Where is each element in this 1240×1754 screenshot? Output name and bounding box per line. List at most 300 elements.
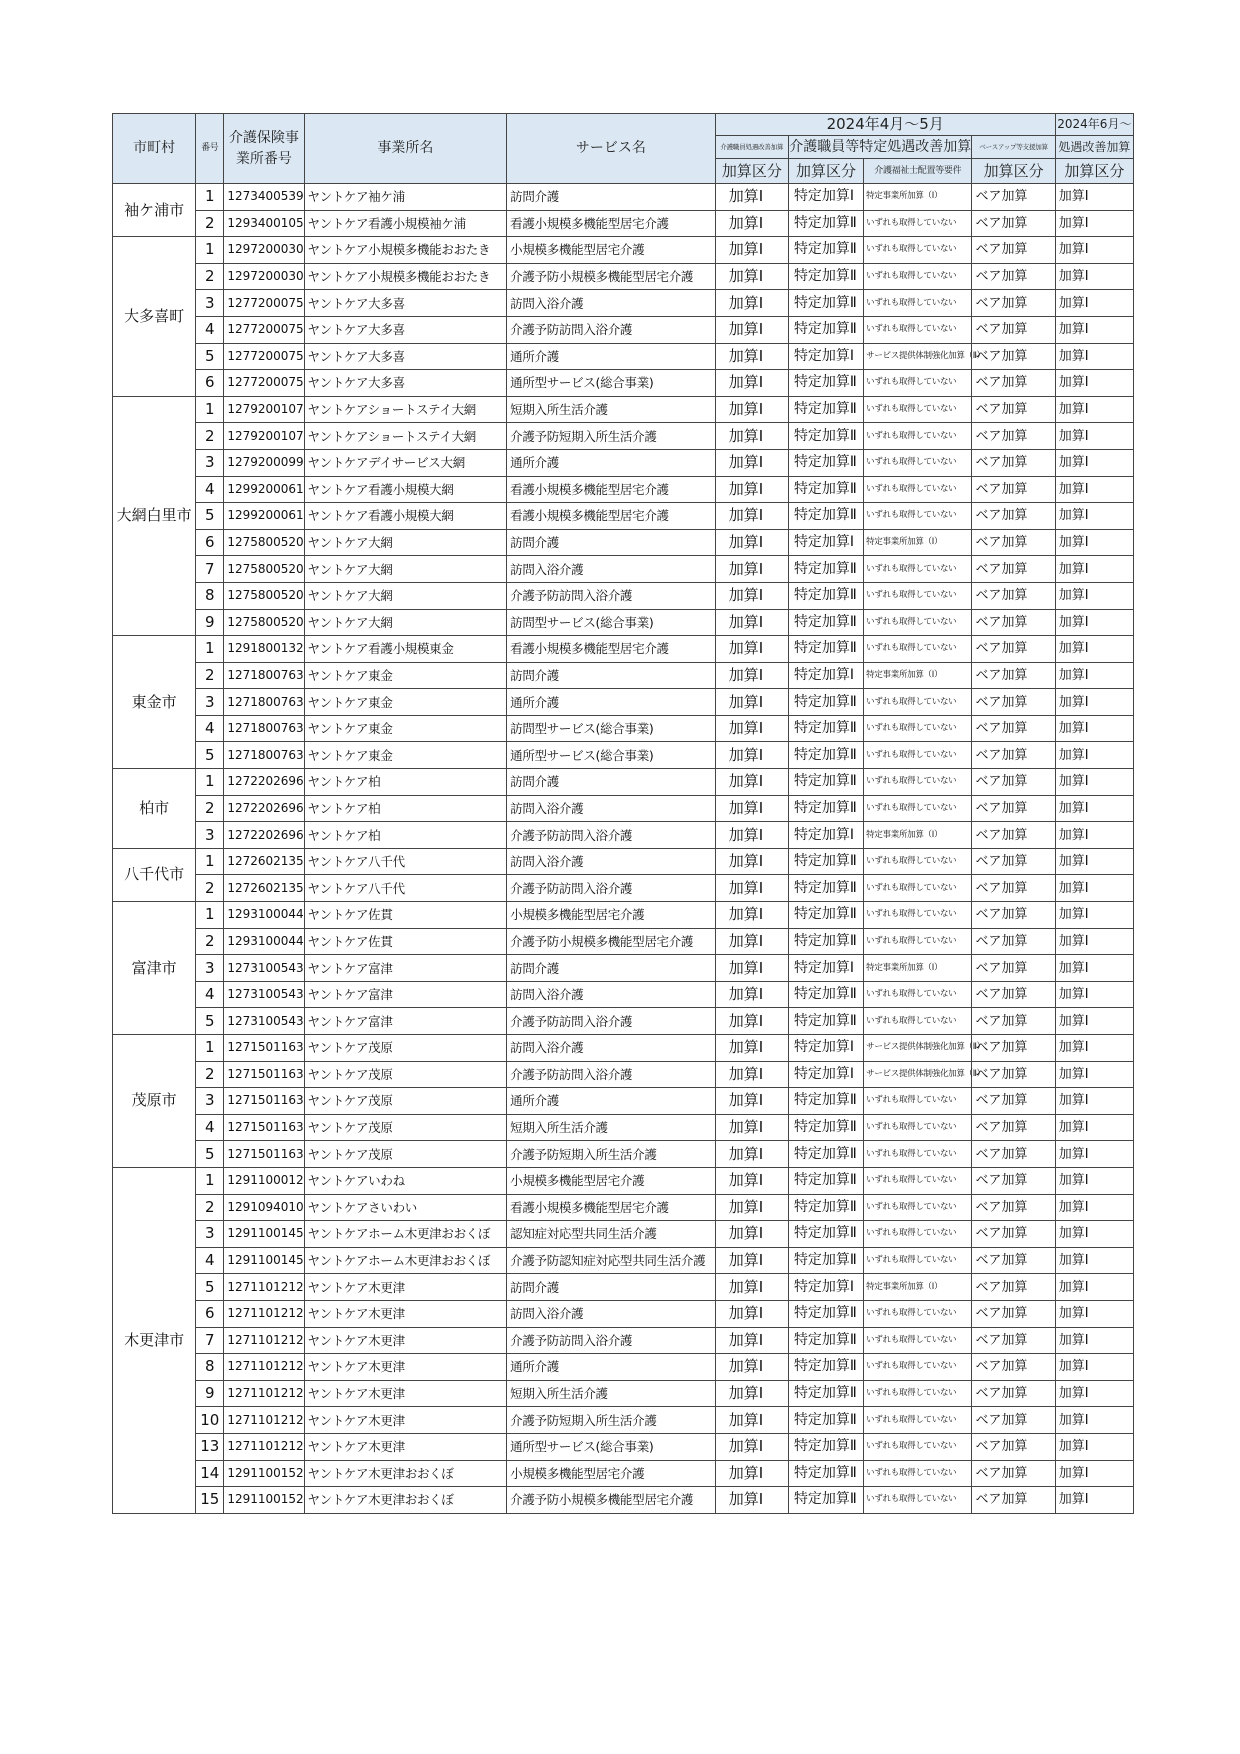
office-name: ヤントケアホーム木更津おおくぼ <box>304 1221 507 1248</box>
office-name: ヤントケア木更津 <box>304 1300 507 1327</box>
shogu-new-kubun: 加算Ⅰ <box>1055 370 1133 397</box>
office-code: 1271800763 <box>224 689 304 716</box>
office-code: 1271501163 <box>224 1061 304 1088</box>
shogu-new-kubun: 加算Ⅰ <box>1055 1141 1133 1168</box>
office-code: 1275800520 <box>224 609 304 636</box>
tokutei-kubun: 特定加算Ⅰ <box>788 662 863 689</box>
row-number: 1 <box>196 396 224 423</box>
tokutei-kubun: 特定加算Ⅰ <box>788 955 863 982</box>
tokutei-kubun: 特定加算Ⅱ <box>788 1088 863 1115</box>
shogu-new-kubun: 加算Ⅰ <box>1055 1114 1133 1141</box>
table-row <box>113 1380 1134 1407</box>
service-name: 通所介護 <box>507 1088 716 1115</box>
tokutei-kubun: 特定加算Ⅰ <box>788 343 863 370</box>
table-row <box>113 1300 1134 1327</box>
office-name: ヤントケアデイサービス大網 <box>304 449 507 476</box>
service-name: 訪問介護 <box>507 529 716 556</box>
tokutei-kubun: 特定加算Ⅰ <box>788 1035 863 1062</box>
fukushishi-requirement: いずれも取得していない <box>864 503 972 530</box>
table-row <box>113 689 1134 716</box>
shogu-new-kubun: 加算Ⅰ <box>1055 1061 1133 1088</box>
shogu-kubun: 加算Ⅰ <box>715 902 788 929</box>
table-row <box>113 1141 1134 1168</box>
office-name: ヤントケア東金 <box>304 715 507 742</box>
row-number: 1 <box>196 769 224 796</box>
table-row <box>113 636 1134 663</box>
base-up-kubun: ベア加算 <box>972 1433 1055 1460</box>
office-code: 1271501163 <box>224 1035 304 1062</box>
row-number: 7 <box>196 556 224 583</box>
tokutei-kubun: 特定加算Ⅱ <box>788 769 863 796</box>
table-row <box>113 1167 1134 1194</box>
office-code: 1277200075 <box>224 343 304 370</box>
header-kubun-shogu-new: 加算区分 <box>1055 159 1133 184</box>
fukushishi-requirement: いずれも取得していない <box>864 582 972 609</box>
shogu-new-kubun: 加算Ⅰ <box>1055 1274 1133 1301</box>
fukushishi-requirement: いずれも取得していない <box>864 981 972 1008</box>
shogu-kubun: 加算Ⅰ <box>715 556 788 583</box>
base-up-kubun: ベア加算 <box>972 237 1055 264</box>
shogu-new-kubun: 加算Ⅰ <box>1055 556 1133 583</box>
shogu-kubun: 加算Ⅰ <box>715 1088 788 1115</box>
table-row <box>113 1194 1134 1221</box>
service-name: 介護予防短期入所生活介護 <box>507 423 716 450</box>
service-name: 看護小規模多機能型居宅介護 <box>507 210 716 237</box>
fukushishi-requirement: いずれも取得していない <box>864 1167 972 1194</box>
office-name: ヤントケアいわね <box>304 1167 507 1194</box>
fukushishi-requirement: 特定事業所加算（Ⅰ） <box>864 184 972 211</box>
header-code: 介護保険事業所番号 <box>224 114 304 184</box>
base-up-kubun: ベア加算 <box>972 1061 1055 1088</box>
shogu-new-kubun: 加算Ⅰ <box>1055 795 1133 822</box>
office-name: ヤントケア大網 <box>304 556 507 583</box>
table-row <box>113 1487 1134 1514</box>
table-row <box>113 1460 1134 1487</box>
row-number: 2 <box>196 795 224 822</box>
row-number: 6 <box>196 529 224 556</box>
shogu-new-kubun: 加算Ⅰ <box>1055 582 1133 609</box>
office-code: 1293400105 <box>224 210 304 237</box>
shogu-new-kubun: 加算Ⅰ <box>1055 955 1133 982</box>
service-name: 小規模多機能型居宅介護 <box>507 1167 716 1194</box>
shogu-new-kubun: 加算Ⅰ <box>1055 1167 1133 1194</box>
row-number: 1 <box>196 848 224 875</box>
office-name: ヤントケア木更津 <box>304 1327 507 1354</box>
shogu-new-kubun: 加算Ⅰ <box>1055 1460 1133 1487</box>
fukushishi-requirement: サービス提供体制強化加算（Ⅱ） <box>864 1061 972 1088</box>
base-up-kubun: ベア加算 <box>972 981 1055 1008</box>
table-row <box>113 370 1134 397</box>
shogu-kubun: 加算Ⅰ <box>715 1114 788 1141</box>
table-row <box>113 609 1134 636</box>
base-up-kubun: ベア加算 <box>972 370 1055 397</box>
shogu-kubun: 加算Ⅰ <box>715 184 788 211</box>
row-number: 8 <box>196 1354 224 1381</box>
row-number: 3 <box>196 955 224 982</box>
service-name: 小規模多機能型居宅介護 <box>507 237 716 264</box>
shogu-kubun: 加算Ⅰ <box>715 1433 788 1460</box>
fukushishi-requirement: いずれも取得していない <box>864 769 972 796</box>
base-up-kubun: ベア加算 <box>972 184 1055 211</box>
shogu-new-kubun: 加算Ⅰ <box>1055 822 1133 849</box>
office-name: ヤントケア木更津おおくぼ <box>304 1460 507 1487</box>
shogu-new-kubun: 加算Ⅰ <box>1055 184 1133 211</box>
office-name: ヤントケア佐貫 <box>304 928 507 955</box>
table-row <box>113 184 1134 211</box>
shogu-kubun: 加算Ⅰ <box>715 503 788 530</box>
base-up-kubun: ベア加算 <box>972 848 1055 875</box>
base-up-kubun: ベア加算 <box>972 556 1055 583</box>
shogu-new-kubun: 加算Ⅰ <box>1055 1407 1133 1434</box>
base-up-kubun: ベア加算 <box>972 449 1055 476</box>
city-name: 八千代市 <box>113 848 196 901</box>
office-name: ヤントケア大網 <box>304 582 507 609</box>
table-row <box>113 981 1134 1008</box>
shogu-kubun: 加算Ⅰ <box>715 423 788 450</box>
table-row <box>113 795 1134 822</box>
shogu-new-kubun: 加算Ⅰ <box>1055 449 1133 476</box>
tokutei-kubun: 特定加算Ⅱ <box>788 795 863 822</box>
row-number: 14 <box>196 1460 224 1487</box>
service-name: 小規模多機能型居宅介護 <box>507 902 716 929</box>
row-number: 2 <box>196 1061 224 1088</box>
row-number: 4 <box>196 316 224 343</box>
shogu-new-kubun: 加算Ⅰ <box>1055 503 1133 530</box>
base-up-kubun: ベア加算 <box>972 955 1055 982</box>
fukushishi-requirement: いずれも取得していない <box>864 636 972 663</box>
tokutei-kubun: 特定加算Ⅱ <box>788 1114 863 1141</box>
fukushishi-requirement: いずれも取得していない <box>864 370 972 397</box>
office-code: 1291100152 <box>224 1487 304 1514</box>
base-up-kubun: ベア加算 <box>972 529 1055 556</box>
tokutei-kubun: 特定加算Ⅱ <box>788 715 863 742</box>
tokutei-kubun: 特定加算Ⅱ <box>788 370 863 397</box>
shogu-kubun: 加算Ⅰ <box>715 769 788 796</box>
office-name: ヤントケア柏 <box>304 795 507 822</box>
shogu-new-kubun: 加算Ⅰ <box>1055 662 1133 689</box>
table-row <box>113 556 1134 583</box>
base-up-kubun: ベア加算 <box>972 343 1055 370</box>
shogu-new-kubun: 加算Ⅰ <box>1055 1088 1133 1115</box>
tokutei-kubun: 特定加算Ⅱ <box>788 1460 863 1487</box>
base-up-kubun: ベア加算 <box>972 503 1055 530</box>
shogu-kubun: 加算Ⅰ <box>715 449 788 476</box>
fukushishi-requirement: いずれも取得していない <box>864 928 972 955</box>
service-name: 通所型サービス(総合事業) <box>507 1433 716 1460</box>
fukushishi-requirement: いずれも取得していない <box>864 449 972 476</box>
fukushishi-requirement: いずれも取得していない <box>864 476 972 503</box>
tokutei-kubun: 特定加算Ⅱ <box>788 1433 863 1460</box>
base-up-kubun: ベア加算 <box>972 1407 1055 1434</box>
table-row <box>113 1327 1134 1354</box>
base-up-kubun: ベア加算 <box>972 769 1055 796</box>
shogu-kubun: 加算Ⅰ <box>715 1300 788 1327</box>
service-name: 訪問型サービス(総合事業) <box>507 715 716 742</box>
header-num: 番号 <box>196 114 224 184</box>
fukushishi-requirement: いずれも取得していない <box>864 902 972 929</box>
city-name: 柏市 <box>113 769 196 849</box>
table-row <box>113 1407 1134 1434</box>
tokutei-kubun: 特定加算Ⅱ <box>788 210 863 237</box>
table-row <box>113 1008 1134 1035</box>
office-code: 1291094010 <box>224 1194 304 1221</box>
base-up-kubun: ベア加算 <box>972 476 1055 503</box>
fukushishi-requirement: いずれも取得していない <box>864 1141 972 1168</box>
service-name: 看護小規模多機能型居宅介護 <box>507 636 716 663</box>
table-row <box>113 955 1134 982</box>
shogu-new-kubun: 加算Ⅰ <box>1055 263 1133 290</box>
shogu-new-kubun: 加算Ⅰ <box>1055 529 1133 556</box>
office-code: 1271800763 <box>224 742 304 769</box>
tokutei-kubun: 特定加算Ⅱ <box>788 1194 863 1221</box>
table-row <box>113 928 1134 955</box>
row-number: 3 <box>196 1221 224 1248</box>
shogu-kubun: 加算Ⅰ <box>715 981 788 1008</box>
row-number: 5 <box>196 1008 224 1035</box>
fukushishi-requirement: 特定事業所加算（Ⅰ） <box>864 955 972 982</box>
table-row <box>113 1247 1134 1274</box>
header-group-shogu-new: 処遇改善加算 <box>1055 136 1133 159</box>
shogu-new-kubun: 加算Ⅰ <box>1055 343 1133 370</box>
row-number: 4 <box>196 1114 224 1141</box>
table-row <box>113 449 1134 476</box>
base-up-kubun: ベア加算 <box>972 396 1055 423</box>
office-name: ヤントケア茂原 <box>304 1141 507 1168</box>
base-up-kubun: ベア加算 <box>972 1300 1055 1327</box>
row-number: 5 <box>196 503 224 530</box>
tokutei-kubun: 特定加算Ⅱ <box>788 1300 863 1327</box>
table-row <box>113 769 1134 796</box>
shogu-new-kubun: 加算Ⅰ <box>1055 1194 1133 1221</box>
office-code: 1291100012 <box>224 1167 304 1194</box>
table-row <box>113 1221 1134 1248</box>
office-code: 1271800763 <box>224 715 304 742</box>
office-name: ヤントケア看護小規模袖ケ浦 <box>304 210 507 237</box>
office-code: 1271101212 <box>224 1407 304 1434</box>
fukushishi-requirement: いずれも取得していない <box>864 1088 972 1115</box>
shogu-new-kubun: 加算Ⅰ <box>1055 210 1133 237</box>
shogu-kubun: 加算Ⅰ <box>715 1327 788 1354</box>
header-city: 市町村 <box>113 114 196 184</box>
shogu-kubun: 加算Ⅰ <box>715 237 788 264</box>
office-name: ヤントケア柏 <box>304 769 507 796</box>
shogu-new-kubun: 加算Ⅰ <box>1055 1354 1133 1381</box>
base-up-kubun: ベア加算 <box>972 1194 1055 1221</box>
base-up-kubun: ベア加算 <box>972 210 1055 237</box>
shogu-new-kubun: 加算Ⅰ <box>1055 1035 1133 1062</box>
service-name: 訪問入浴介護 <box>507 848 716 875</box>
base-up-kubun: ベア加算 <box>972 795 1055 822</box>
office-code: 1273100543 <box>224 1008 304 1035</box>
shogu-new-kubun: 加算Ⅰ <box>1055 609 1133 636</box>
tokutei-kubun: 特定加算Ⅱ <box>788 449 863 476</box>
fukushishi-requirement: いずれも取得していない <box>864 1008 972 1035</box>
tokutei-kubun: 特定加算Ⅱ <box>788 263 863 290</box>
row-number: 5 <box>196 1141 224 1168</box>
service-name: 訪問介護 <box>507 955 716 982</box>
tokutei-kubun: 特定加算Ⅱ <box>788 1141 863 1168</box>
city-name: 東金市 <box>113 636 196 769</box>
fukushishi-requirement: いずれも取得していない <box>864 795 972 822</box>
office-code: 1291100145 <box>224 1247 304 1274</box>
row-number: 1 <box>196 636 224 663</box>
shogu-new-kubun: 加算Ⅰ <box>1055 1327 1133 1354</box>
base-up-kubun: ベア加算 <box>972 1221 1055 1248</box>
city-name: 茂原市 <box>113 1035 196 1168</box>
row-number: 1 <box>196 1035 224 1062</box>
fukushishi-requirement: いずれも取得していない <box>864 1487 972 1514</box>
row-number: 4 <box>196 476 224 503</box>
office-name: ヤントケア木更津 <box>304 1433 507 1460</box>
tokutei-kubun: 特定加算Ⅱ <box>788 1380 863 1407</box>
base-up-kubun: ベア加算 <box>972 662 1055 689</box>
row-number: 5 <box>196 1274 224 1301</box>
shogu-new-kubun: 加算Ⅰ <box>1055 902 1133 929</box>
office-name: ヤントケア木更津 <box>304 1380 507 1407</box>
service-name: 通所介護 <box>507 1354 716 1381</box>
office-name: ヤントケアさいわい <box>304 1194 507 1221</box>
service-name: 通所介護 <box>507 343 716 370</box>
shogu-kubun: 加算Ⅰ <box>715 1035 788 1062</box>
tokutei-kubun: 特定加算Ⅰ <box>788 1061 863 1088</box>
tokutei-kubun: 特定加算Ⅱ <box>788 1221 863 1248</box>
shogu-kubun: 加算Ⅰ <box>715 1274 788 1301</box>
header-kubun-base-up: 加算区分 <box>972 159 1055 184</box>
office-name: ヤントケア木更津 <box>304 1354 507 1381</box>
shogu-kubun: 加算Ⅰ <box>715 316 788 343</box>
office-name: ヤントケア看護小規模東金 <box>304 636 507 663</box>
office-code: 1271101212 <box>224 1380 304 1407</box>
service-name: 介護予防訪問入浴介護 <box>507 316 716 343</box>
office-name: ヤントケア大多喜 <box>304 370 507 397</box>
service-name: 訪問入浴介護 <box>507 290 716 317</box>
office-code: 1291100145 <box>224 1221 304 1248</box>
table-row <box>113 503 1134 530</box>
service-name: 介護予防訪問入浴介護 <box>507 1008 716 1035</box>
row-number: 9 <box>196 609 224 636</box>
header-group-base-up: ベースアップ等支援加算 <box>972 136 1055 159</box>
service-name: 訪問介護 <box>507 769 716 796</box>
base-up-kubun: ベア加算 <box>972 1274 1055 1301</box>
office-code: 1297200030 <box>224 263 304 290</box>
table-row <box>113 316 1134 343</box>
shogu-kubun: 加算Ⅰ <box>715 715 788 742</box>
shogu-kubun: 加算Ⅰ <box>715 290 788 317</box>
row-number: 5 <box>196 343 224 370</box>
office-code: 1291100152 <box>224 1460 304 1487</box>
fukushishi-requirement: いずれも取得していない <box>864 609 972 636</box>
tokutei-kubun: 特定加算Ⅱ <box>788 582 863 609</box>
tokutei-kubun: 特定加算Ⅱ <box>788 981 863 1008</box>
tokutei-kubun: 特定加算Ⅱ <box>788 290 863 317</box>
office-code: 1271501163 <box>224 1114 304 1141</box>
shogu-kubun: 加算Ⅰ <box>715 370 788 397</box>
fukushishi-requirement: いずれも取得していない <box>864 1221 972 1248</box>
tokutei-kubun: 特定加算Ⅰ <box>788 184 863 211</box>
office-name: ヤントケアホーム木更津おおくぼ <box>304 1247 507 1274</box>
shogu-new-kubun: 加算Ⅰ <box>1055 1300 1133 1327</box>
shogu-kubun: 加算Ⅰ <box>715 662 788 689</box>
row-number: 8 <box>196 582 224 609</box>
table-row <box>113 263 1134 290</box>
tokutei-kubun: 特定加算Ⅱ <box>788 476 863 503</box>
shogu-new-kubun: 加算Ⅰ <box>1055 981 1133 1008</box>
fukushishi-requirement: いずれも取得していない <box>864 1300 972 1327</box>
tokutei-kubun: 特定加算Ⅱ <box>788 396 863 423</box>
office-name: ヤントケア富津 <box>304 1008 507 1035</box>
fukushishi-requirement: いずれも取得していない <box>864 1460 972 1487</box>
addition-table <box>112 113 1134 1514</box>
tokutei-kubun: 特定加算Ⅱ <box>788 423 863 450</box>
fukushishi-requirement: 特定事業所加算（Ⅰ） <box>864 822 972 849</box>
office-code: 1279200107 <box>224 396 304 423</box>
fukushishi-requirement: いずれも取得していない <box>864 1114 972 1141</box>
row-number: 1 <box>196 902 224 929</box>
office-name: ヤントケア木更津 <box>304 1407 507 1434</box>
fukushishi-requirement: いずれも取得していない <box>864 210 972 237</box>
base-up-kubun: ベア加算 <box>972 1167 1055 1194</box>
service-name: 訪問介護 <box>507 184 716 211</box>
tokutei-kubun: 特定加算Ⅱ <box>788 1247 863 1274</box>
shogu-kubun: 加算Ⅰ <box>715 1141 788 1168</box>
table-row <box>113 423 1134 450</box>
row-number: 7 <box>196 1327 224 1354</box>
service-name: 通所介護 <box>507 449 716 476</box>
city-name: 大網白里市 <box>113 396 196 635</box>
office-name: ヤントケア小規模多機能おおたき <box>304 237 507 264</box>
service-name: 訪問型サービス(総合事業) <box>507 609 716 636</box>
fukushishi-requirement: いずれも取得していない <box>864 1247 972 1274</box>
service-name: 介護予防訪問入浴介護 <box>507 1327 716 1354</box>
office-code: 1277200075 <box>224 316 304 343</box>
shogu-kubun: 加算Ⅰ <box>715 1008 788 1035</box>
office-name: ヤントケア東金 <box>304 689 507 716</box>
service-name: 訪問入浴介護 <box>507 795 716 822</box>
office-name: ヤントケア看護小規模大網 <box>304 476 507 503</box>
tokutei-kubun: 特定加算Ⅱ <box>788 848 863 875</box>
base-up-kubun: ベア加算 <box>972 1327 1055 1354</box>
header-period-apr-may: 2024年4月～5月 <box>715 114 1055 136</box>
service-name: 介護予防小規模多機能型居宅介護 <box>507 928 716 955</box>
office-code: 1293100044 <box>224 902 304 929</box>
office-name: ヤントケア大多喜 <box>304 343 507 370</box>
base-up-kubun: ベア加算 <box>972 742 1055 769</box>
tokutei-kubun: 特定加算Ⅱ <box>788 689 863 716</box>
fukushishi-requirement: いずれも取得していない <box>864 396 972 423</box>
row-number: 9 <box>196 1380 224 1407</box>
office-code: 1271101212 <box>224 1300 304 1327</box>
base-up-kubun: ベア加算 <box>972 582 1055 609</box>
base-up-kubun: ベア加算 <box>972 928 1055 955</box>
service-name: 訪問入浴介護 <box>507 556 716 583</box>
service-name: 訪問介護 <box>507 662 716 689</box>
row-number: 2 <box>196 875 224 902</box>
header-group-tokutei: 介護職員等特定処遇改善加算 <box>788 136 972 159</box>
service-name: 通所型サービス(総合事業) <box>507 370 716 397</box>
shogu-new-kubun: 加算Ⅰ <box>1055 715 1133 742</box>
fukushishi-requirement: いずれも取得していない <box>864 715 972 742</box>
shogu-kubun: 加算Ⅰ <box>715 848 788 875</box>
shogu-new-kubun: 加算Ⅰ <box>1055 848 1133 875</box>
tokutei-kubun: 特定加算Ⅱ <box>788 609 863 636</box>
shogu-kubun: 加算Ⅰ <box>715 263 788 290</box>
tokutei-kubun: 特定加算Ⅱ <box>788 503 863 530</box>
table-row <box>113 1088 1134 1115</box>
shogu-new-kubun: 加算Ⅰ <box>1055 636 1133 663</box>
service-name: 訪問入浴介護 <box>507 1300 716 1327</box>
office-name: ヤントケア富津 <box>304 981 507 1008</box>
fukushishi-requirement: いずれも取得していない <box>864 556 972 583</box>
